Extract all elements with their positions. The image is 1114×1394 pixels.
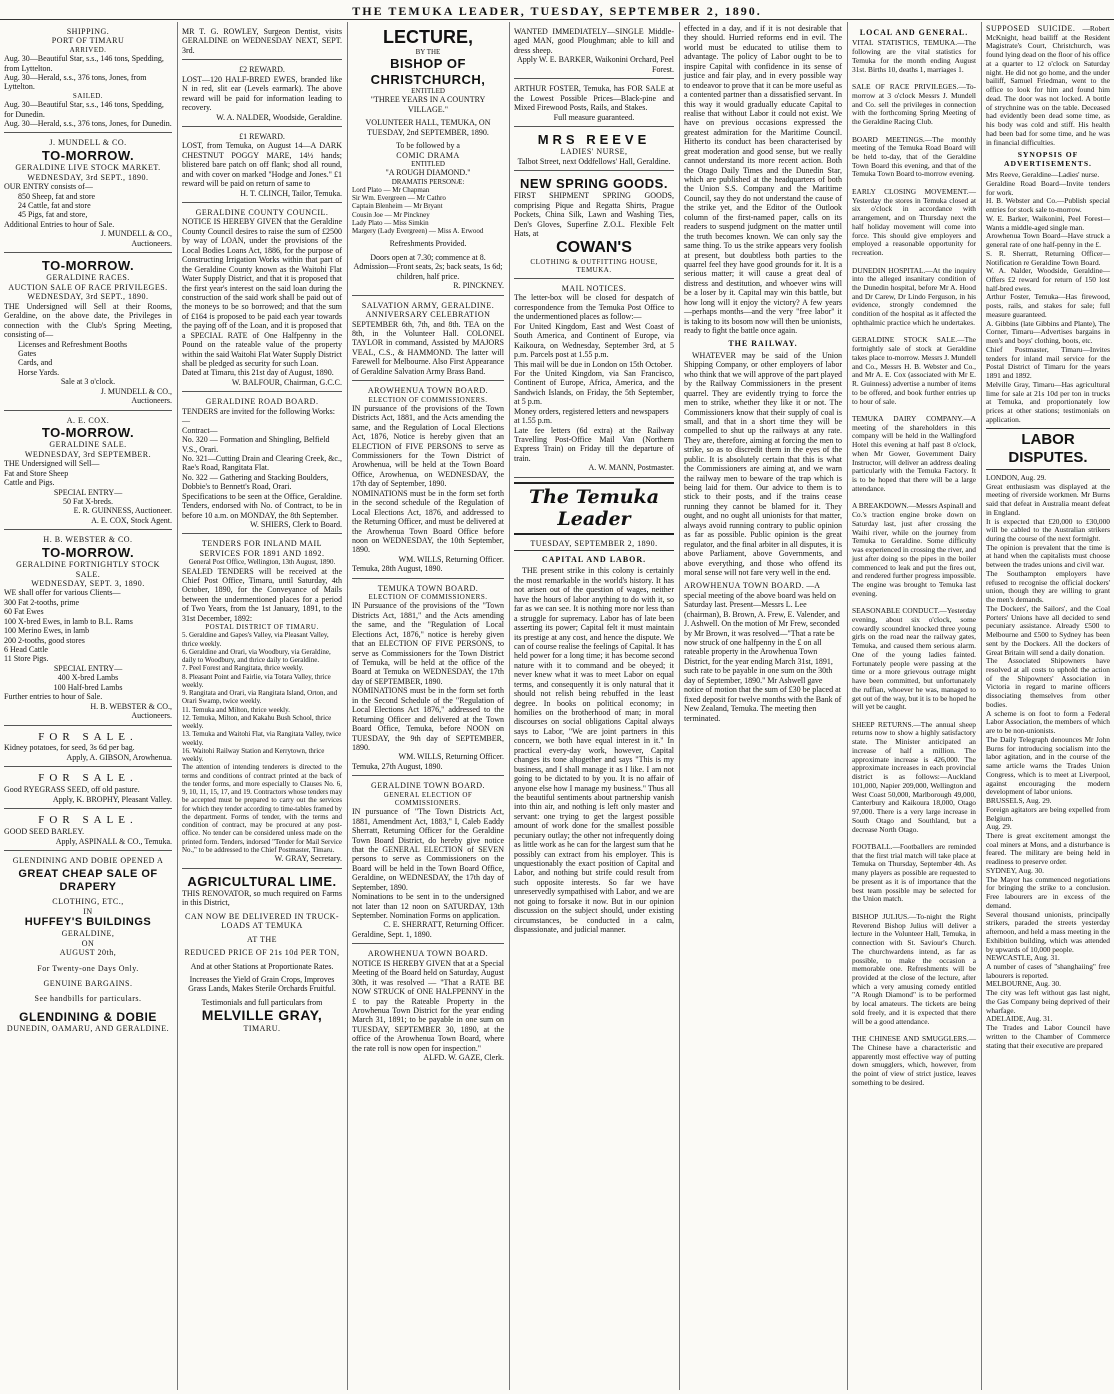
road-title: GERALDINE ROAD BOARD. — [205, 397, 319, 407]
board-body: IN Pursuance of the provisions of the "Town Districts Act, 1881," and the Acts amending the same, and the "Regulation of Local Elections Act, 1876," notice is hereby given that an ELECTION OF FIVE PERSONS, to serve as Commissioners for the Town District of Temuka, will be held at the office of the Board at Temuka on WEDNESDAY, the 17th day of SEPTEMBER, 1890. — [352, 601, 504, 686]
lime-body: THIS RENOVATOR, so much required on Farms in this District, — [182, 888, 342, 908]
sailing-2: Aug. 30—Herald, s.s., 376 tons, Jones, for Dunedin. — [4, 119, 172, 128]
mail-note: The attention of intending tenderers is directed to the terms and conditions of contract printed at the back of the tender forms, and more especially to Clauses No. 6, 9, 10, 11, 15, 17, and 19. Contractors whose tenders may be accepted must be prepared to carry out the services for which they tender according to time-tables framed by the department. Forms of tender, with the terms and condition of contract, may be procured at any post-office. No tender can be considered unless made on the printed form. Tenders, indorsed "Tender for Mail Service No.," to be addressed to the Chief Postmaster, Timaru. — [182, 763, 342, 854]
reeve-name: MRS REEVE — [537, 131, 651, 147]
column-5 — [680, 22, 846, 1390]
mail-uk: For United Kingdom, East and West Coast of South America, and Continent of Europe, via Kaikoura, on Wednesday, September 3rd, at 5 p.m. Parcels post at 1.55 p.m. — [514, 321, 674, 360]
mail-money: Money orders, registered letters and newspapers at 1.55 p.m. — [514, 406, 669, 426]
local-body: VITAL STATISTICS, TEMUKA.—The following are the vital statistics for Temuka for the month ending August 31st. Births 10, deaths 1, marriages 1. SALE OF RACE PRIVILEGES.—To-morrow at 3 o'clock Messrs J. Mundell and Co. sell the privileges in connection with the forthcoming Spring Meeting of the Geraldine Racing Club. BOARD MEETINGS.—The monthly meeting of the Temuka Road Board will be held to-day, that of the Geraldine Town Board this evening, and that of the Temuka Town Board to-morrow evening. EARLY CLOSING MOVEMENT.—Yesterday the stores in Temuka closed at six o'clock in accordance with arrangement, and on Thursday next the half holiday movement will come into force. This should give employers and employed a reasonable opportunity for recreation. DUNEDIN HOSPITAL.—At the inquiry into the alleged insanitary condition of the Dunedin hospital, before Mr A. Hood and Dr Carew, Dr Lindo Ferguson, in his evidence, strongly condemned the condition of the hospital as it affected the ophthalmic practice which he undertakes. GERALDINE STOCK SALE.—The fortnightly sale of stock at Geraldine takes place to-morrow. Messrs J. Mundell and Co., Messrs H. B. Webster and Co., and Mr A. E. Cox (associated with Mr E. R. Guinness) advertise a number of items to be offered, and book further entries up to hour of sale. TEMUKA DAIRY COMPANY.—A meeting of the shareholders in this company will be held in the Wallingford Hotel this evening at half past 8 o'clock, when Mr Gower, Government Dairy Instructor, will deliver an address dealing particularly with the Temuka Factory. It is to be hoped that there will be a large attendance. A BREAKDOWN.—Messrs Aspinall and Co.'s traction engine broke down on Saturday last, just after crossing the Waihi river, while on the journey from Temuka to Geraldine. Some difficulty was experienced in crossing the river, and just after doing so the pipes in the boiler commenced to leak and put the fires out, and rendered further progress impossible. The engine was brought to Temuka last evening. SEASONABLE CONDUCT.—Yesterday evening, about six o'clock, some cowardly scoundrel knocked three young girls on the road near the railway gates, Temuka, and caused them serious alarm. One of the young ladies fainted. Fortunately people were passing at the time or a more grievous outrage might have been committed, but unfortunately the ruffian, whoever he was, managed to get out of the way, but it is to be hoped he will yet be caught. SHEEP RETURNS.—The annual sheep returns now to show a highly satisfactory state. The Minister anticipated an increase of half a million. The approximate increase is 426,000. The approximate increases in each provincial district is as follows:—Auckland 101,000, Napier 209,000, Wellington and West Coast 50,000, Marlborough 49,000, Canterbury and Kaikoura 18,000, Otago 97,000. There is a very large increase in South Otago and Southland, but a decrease North Otago. FOOTBALL.—Footballers are reminded that the first trial match will take place at Temuka on Thursday, September 4th. As many players as possible are requested to be present as it is of importance that the best team possible may be selected for the Union match. BISHOP JULIUS.—To-night the Right Reverend Bishop Julius will deliver a lecture in the Volunteer Hall, Temuka, in connection with St. Saviour's Church. The churchwardens intend, as far as possible, to make the occasion a memorable one. Refreshments will be provided at the close of the lecture, after which a very amusing comedy entitled "A Rough Diamond" is to be performed by local amateurs. The tickets are being sold freely, and it is expected that there will be a good attendance. THE CHINESE AND SMUGGLERS.—The Chinese have a characteristic and apparently most effective way of putting down smugglers, which, however, from the point of view of strict justice, leaves something to be desired. — [852, 38, 976, 1087]
entitled-label: ENTITLED — [411, 160, 445, 169]
firm-name: J. MUNDELL & CO. — [49, 138, 127, 148]
salvation-title: SALVATION ARMY, GERALDINE. — [361, 300, 495, 310]
comic-drama: COMIC DRAMA — [396, 150, 460, 160]
gd-building: HUFFEY'S BUILDINGS — [24, 916, 152, 929]
column-6 — [848, 22, 980, 1390]
drama-title: "A ROUGH DIAMOND." — [385, 168, 471, 178]
lime-other: And at other Stations at Proportionate Rates. — [190, 961, 334, 971]
sale-body: THE Undersigned will Sell— Fat and Store Sheep Cattle and Pigs. — [4, 459, 100, 488]
mail-office: General Post Office, Wellington, 13th August, 1890. — [188, 558, 336, 567]
for-sale-heading: FOR SALE. — [38, 730, 138, 743]
signature: H. B. WEBSTER & CO., Auctioneers. — [90, 701, 172, 721]
council-date: Dated at Timaru, this 21st day of August, 1890. — [182, 368, 334, 378]
signature-role: Auctioneers. — [131, 238, 172, 248]
signature: Apply, ASPINALL & CO., Temuka. — [55, 836, 172, 846]
gd-sub: CLOTHING, ETC., — [52, 897, 124, 907]
shipping-title: SHIPPING. — [66, 27, 110, 36]
lime-benefits: Increases the Yield of Grain Crops, Improves Grass Lands, Makes Sterile Orchards Fruitful. — [188, 975, 336, 994]
gd-signature: GLENDINING & DOBIE — [19, 1009, 157, 1024]
board-title: TEMUKA TOWN BOARD. — [377, 583, 479, 593]
reward-title: £2 REWARD. — [239, 65, 285, 75]
sale-title: GERALDINE FORTNIGHTLY STOCK SALE. — [16, 560, 160, 579]
tomorrow-heading: TO-MORROW. — [41, 147, 135, 163]
reward-ad-1 — [182, 62, 342, 127]
signature: J. MUNDELL & CO., — [100, 386, 172, 396]
lime-at: AT THE — [246, 934, 278, 944]
mail-late: Late fee letters (6d extra) at the Railway Travelling Post-Office Mail Van (Northern Express Train) on Friday till the departure of train. — [514, 425, 674, 463]
refreshments: Refreshments Provided. — [389, 239, 467, 249]
signature: J. MUNDELL & CO., — [100, 229, 172, 239]
masthead: THE TEMUKA LEADER, TUESDAY, SEPTEMBER 2, 1890. — [0, 0, 1114, 20]
mail-body: SEALED TENDERS will be received at the Chief Post Office, Timaru, until Saturday, 4th October, 1890, for the Conveyance of Mails between the undermentioned places for a period of Two Years, from the 1st January, 1891, to the 31st December, 1892: — [182, 566, 342, 623]
anniversary-title: ANNIVERSARY CELEBRATION — [365, 310, 491, 320]
column-2 — [178, 22, 346, 1390]
anniversary-body: SEPTEMBER 6th, 7th, and 8th. TEA on the 8th, in the Volunteer Hall. COLONEL TAYLOR in command, Assisted by MAJORS VEAL, C.S., & HAMMOND. The latter will Farewell for Melbourne. Also First Appearance of Geraldine Salvation Army Brass Band. — [352, 319, 504, 376]
cowans-sub: CLOTHING & OUTFITTING HOUSE, TEMUKA. — [530, 257, 658, 274]
entry-intro: OUR ENTRY consists of— — [4, 182, 93, 192]
tomorrow-heading: TO-MORROW. — [41, 425, 135, 441]
reeve-job: LADIES' NURSE, — [560, 147, 628, 157]
shipping-ad — [4, 24, 172, 133]
firm-name: A. E. COX. — [66, 415, 110, 425]
board-subtitle: ELECTION OF COMMISSIONERS. — [368, 593, 488, 602]
signature: W. SHIERS, Clerk to Board. — [250, 520, 342, 529]
entry-item: 45 Pigs, fat and store, — [18, 210, 88, 220]
cox-ad — [4, 413, 172, 531]
spring-body: FIRST SHIPMENT SPRING GOODS, comprising Pique and Regatta Shirts, Prague Pockets, China Silk, Lawn and Washing Ties, Den's Gloves, Superfine Z.O.L. Flexible Felt Hats, at — [514, 191, 674, 239]
tomorrow-heading: TO-MORROW. — [41, 258, 135, 274]
sale-body: WE shall offer for various Clients— 300 Fat 2-tooths, prime 60 Fat Ewes 100 X-bred Ewes, in lamb to B.L. Rams 100 Merino Ewes, in lamb 200 2-tooths, good stores 6 Head Cattle 11 Store Pigs. — [4, 588, 133, 664]
road-board-ad — [182, 394, 342, 534]
lime-testimonials: Testimonials and full particulars from — [201, 997, 323, 1007]
gd-on: ON — [81, 938, 95, 948]
gd-places: DUNEDIN, OAMARU, AND GERALDINE. — [6, 1024, 170, 1034]
salvation-ad — [352, 298, 504, 382]
signature: A. W. MANN, Postmaster. — [588, 463, 674, 473]
webster-ad — [4, 532, 172, 725]
signature: R. PINCKNEY. — [453, 281, 504, 291]
railway-title: THE RAILWAY. — [728, 339, 798, 349]
races-ad — [4, 255, 172, 410]
lime-town: TIMARU. — [243, 1023, 281, 1033]
lecture-topic: "THREE YEARS IN A COUNTRY VILLAGE." — [370, 95, 486, 114]
by-label: BY THE — [415, 48, 441, 57]
arowhenua-rate-ad — [352, 946, 504, 1066]
paper-title: The Temuka Leader — [514, 482, 674, 535]
road-spec: Specifications to be seen at the Office, Geraldine. Tenders, endorsed with No. of Contract, to be in before 10 a.m. on MONDAY, the 8th September. — [182, 491, 342, 520]
tomorrow-heading: TO-MORROW. — [41, 544, 135, 560]
for-sale-body: Good RYEGRASS SEED, off old pasture. — [4, 785, 140, 795]
council-body: NOTICE IS HEREBY GIVEN that the Geraldine County Council desires to raise the sum of £2500 by way of LOAN, under the provisions of the Local Bodies Loans Act, 1886, for the purpose of Constructing Irrigation Works within that part of the Geraldine County known as the Waitohi Flat Water Supply District, and that it is proposed that the first year's interest on the said loan during the construction of the said work shall be paid out of the moneys to be so borrowed; and that the sum of £164 is proposed to be paid each year towards the paying off of the Loan, and it is proposed that a SPECIAL RATE of One Halfpenny in the Pound on the rateable value of the property within the said Waitohi Flat Water Supply District shall be pledged as security for such Loan. — [182, 217, 342, 368]
market-date: WEDNESDAY, 3rd SEPT., 1890. — [27, 172, 149, 182]
gd-big: GREAT CHEAP SALE OF DRAPERY — [18, 868, 158, 894]
editorial-continued: effected in a day, and if it is not desirable that they should. Hurried reforms end in evil. The world must be educated to utilise them to advantage. The policy of Labor ought to be to inspire Capital with confidence in its sense of justice and fair play, and in every possible way to endeavor to prove that it can be more useful as a contented partner than a dissatisfied servant. In this way it would gradually educate Capital to realise that without Labor it could not exist. We have on previous occasions expressed the greatest admiration for the Maritime Council. Hitherto its conduct has been characterised by great moderation and good sense, but we really cannot understand its more recent action. Both the Otago Daily Times and the Dunedin Star, which are published at the headquarters of both the Union S.S. Company and the Maritime Council, say they do not understand the cause of the strike yet, and the Editor of the Outlook column of the first-named paper, calls on its readers to suspend judgment on the matter until the truth becomes known. We can only say the same thing. To us the strike appears very foolish at present, but doubtless both parties to the quarrel feel they have good grounds for it. It is a serious matter; it will cause a great deal of distress and destitution, and whoever wins will be a loser by it. Capital may win this battle, but how long will it enjoy the victory? A few years—perhaps months—and the very "free labor" it is taking to its bosom now will then be unionists, ready to fight the battle once again. — [684, 24, 842, 335]
arrived-label: ARRIVED. — [69, 45, 107, 54]
gd-days: For Twenty-one Days Only. — [37, 963, 139, 973]
mail-body: The letter-box will be closed for despatch of correspondence from the Temuka Post Office to the undermentioned places as follow:— — [514, 293, 674, 322]
foster-note: Full measure guaranteed. — [553, 112, 635, 122]
sailed-label: SAILED. — [72, 91, 104, 100]
for-sale-heading: FOR SALE. — [38, 772, 138, 785]
sale-date: WEDNESDAY, SEPT. 3, 1890. — [31, 578, 145, 588]
races-title: GERALDINE RACES. — [46, 273, 130, 283]
race-time: Sale at 3 o'clock. — [60, 377, 116, 387]
race-body: THE Undersigned will Sell at their Rooms, Geraldine, on the above date, the Privileges in connection with the Club's Spring Meeting, consisting of— — [4, 301, 172, 340]
dentist-ad: MR T. G. ROWLEY, Surgeon Dentist, visits GERALDINE on WEDNESDAY NEXT, SEPT. 3rd. — [182, 24, 342, 60]
suicide-title: SUPPOSED SUICIDE. — [986, 24, 1076, 33]
reward-body: LOST—120 HALF-BRED EWES, branded like N in red, slit ear (Levels earmark). The above reward will be paid for information leading to recovery. — [182, 74, 342, 113]
board-body: NOTICE IS HEREBY GIVEN that at a Special Meeting of the Board held on Saturday, August 30th, it was resolved — "That a RATE BE NOW STRUCK of ONE HALFPENNY in the £ to pay the Rateable Property in the Arowhenua Town District for the year ending March 31, 1891; to be payable in one sum on TUESDAY, SEPTEMBER 30, 1890, at the office of the Arowhenua Town Board, where the rate roll is now open for inspection." — [352, 958, 504, 1053]
gd-town: GERALDINE, — [61, 929, 115, 939]
road-items: Contract— No. 320 — Formation and Shingling, Belfield V.S., Orari. No. 321—Cutting Drain and Clearing Creek, &c., Rae's Road, Rangitata Flat. No. 322 — Gathering and Stacking Boulders, Dobbie's to Bennett's Road, Orari. — [182, 425, 342, 492]
board-date: Temuka, 27th August, 1890. — [352, 761, 443, 771]
firm-name: H. B. WEBSTER & CO. — [43, 535, 133, 545]
cast-list: Lord Plato — Mr Chapman Sir Wm. Evergreen — Mr Cathro Captain Blenheim — Mr Bryant Cousin Joe — Mr Pinckney Lady Plato — Miss Simkin Margery (Lady Evergreen) — Miss A. Erwood — [352, 185, 484, 236]
mail-items: 5. Geraldine and Gapes's Valley, via Pleasant Valley, thrice weekly. 6. Geraldine and Orari, via Woodbury, via Geraldine, daily to Woodbury, and thrice daily to Geraldine. 7. Peel Forest and Rangitata, thrice weekly. 8. Pleasant Point and Fairlie, via Totara Valley, thrice weekly. 9. Rangitata and Orari, via Rangitata Island, Orton, and Orari Swamp, twice weekly. 11. Temuka and Milton, thrice weekly. 12. Temuka, Milton, and Kakahu Bush School, thrice weekly. 13. Temuka and Waitohi Flat, via Rangitata Valley, twice weekly. 16. Waitohi Railway Station and Kerrytown, thrice weekly. — [182, 631, 342, 764]
arowhenua-election-ad — [352, 383, 504, 579]
wanted-body: WANTED IMMEDIATELY—SINGLE Middle-aged MAN, good Ploughman; able to kill and dress sheep. — [514, 27, 674, 55]
board-title: GERALDINE TOWN BOARD. — [371, 781, 485, 791]
board-date: Temuka, 28th August, 1890. — [352, 564, 443, 574]
paper-date: TUESDAY, SEPTEMBER 2, 1890. — [514, 539, 674, 551]
mail-london: This mail will be due in London on 15th October. — [514, 359, 673, 369]
labor-disputes-body: LONDON, Aug. 29. Great enthusiasm was displayed at the meeting of riverside workmen. Mr Burns said that defeat in Australia meant defeat in England. It is expected that £20,000 to £30,000 will be cabled to the Australian strikers during the course of the next fortnight. The opinion is prevalent that the time is at hand when the capitalists must choose between the trades unions and civil war. The Southampton employers have refused to recognise the official dockers' union, though they are willing to grant the men's demands. The Dockers', the Sailors', and the Coal Porters' Unions have all decided to send pecuniary assistance. Already £500 to Melbourne and £500 to Sydney has been sent by the Dockers. All the dockers of Great Britain will send a daily donation. The Associated Shipowners have resolved at all costs to uphold the action of the Shipowners' Association in Victoria in regard to marine officers dissociating themselves from other bodies. A scheme is on foot to form a Federal Labor Association, the members of which are to be non-unionists. The Daily Telegraph denounces Mr John Burns for introducing socialism into the labor agitation, and in the course of the same article warns the Trades Union Congress, which is to meet at Liverpool, against encouraging the modern development of labor unions. BRUSSELS, Aug. 29. Foreign agitators are being expelled from Belgium. Aug. 29. There is great excitement amongst the coal miners at Mons, and a disturbance is feared. The military are being held in readiness to preserve order. SYDNEY, Aug. 30. The Mayor has commenced negotiations for bringing the strike to a conclusion. Free labourers are in excess of the demand. Several thousand unionists, principally strikers, paraded the streets yesterday afternoon, and held a mass meeting in the Exhibition building, which was attended by upwards of 10,000 people. NEWCASTLE, Aug. 31. A number of cases of "shanghaiing" free labourers is reported. MELBOURNE, Aug. 30. The city was left without gas last night, the Gas Company being deprived of their wharfage. ADELAIDE, Aug. 31. The Trades and Labor Council have written to the Chamber of Commerce stating that their executive are prepared — [986, 472, 1110, 1050]
county-council-ad — [182, 205, 342, 392]
for-sale-ad-2 — [4, 769, 172, 809]
admission: Admission—Front seats, 2s; back seats, 1s 6d; children, half price. — [353, 262, 503, 281]
for-sale-ad-1 — [4, 728, 172, 768]
mail-title: MAIL NOTICES. — [561, 284, 627, 294]
lecture-title: LECTURE, — [383, 27, 473, 47]
column-7 — [982, 22, 1114, 1390]
board-subtitle: ELECTION OF COMMISSIONERS. — [368, 395, 488, 404]
arrival-2: Aug. 30—Herald, s.s., 376 tons, Jones, from Lyttelton. — [4, 73, 147, 92]
gd-open: GLENDINING AND DOBIE OPENED A — [12, 856, 164, 866]
doors: Doors open at 7.30; commence at 8. — [370, 252, 486, 262]
gd-bargains: GENUINE BARGAINS. — [43, 979, 133, 988]
board-body: IN pursuance of the provisions of the Town Districts Act, 1881, and the Acts amending the same, and the Regulation of Local Elections Act, 1876, Notice is hereby given that an ELECTION of FIVE PERSONS to serve as Commissioners for the Town District of Arowhenua, will be held at the Town Board Office, Arowhenua, on WEDNESDAY, the 17th day of September, 1890. — [352, 403, 504, 489]
reward-ad-2 — [182, 129, 342, 203]
board-subtitle: GENERAL ELECTION OF COMMISSIONERS. — [383, 790, 473, 807]
board-body: IN pursuance of "The Town Districts Act, 1881, Amendment Act, 1883," I, Caleb Eaddy Sherratt, Returning Officer for the Geraldine Town Board District, do hereby give notice that the GENERAL ELECTION of SEVEN persons to serve as Commissioners on the Board will be held in the Town Board Office, Geraldine, on WEDNESDAY, the 17th day of September, 1890. — [352, 807, 504, 892]
reeve-address: Talbot Street, next Oddfellows' Hall, Geraldine. — [517, 156, 671, 166]
for-sale-ad-3 — [4, 811, 172, 851]
signature: W. BALFOUR, Chairman, G.C.C. — [231, 377, 342, 387]
mail-notices — [514, 281, 674, 478]
reeve-ad — [514, 129, 674, 171]
gd-bills: See handbills for particulars. — [34, 994, 142, 1004]
railway-body: WHATEVER may be said of the Union Shipping Company, or other employers of labor who think that we will approve of the part played by the Railway Commissioners in the present quarrel. They are evidently trying to force the men to strike, whether they like it or not. The Commissioners know that their supply of coal is small, and that in a short time they will be compelled to shut up the railways at any rate. They are, therefore, aiming at forcing the men to strike, so as to discredit them in the eyes of the public. It is absolutely certain that this is what the Commissioners are aiming at, and we warn the railway men to beware of the trap which is being laid for them. Our advice to them is to stick to their posts, and if the trains cease running they cannot be blamed for it. They ought, and no ought all unionists for that matter, always avoid running contrary to public opinion as far as possible. Public opinion is the great regulator, and the final arbiter in all disputes, it is above Parliament, above Governments, and above everything, and those who offend its moral sense will not fare very well in the end. — [684, 350, 842, 577]
mail-district: POSTAL DISTRICT OF TIMARU. — [205, 623, 319, 632]
arrival-1: Aug. 30—Beautiful Star, s.s., 146 tons, Spedding, from Lyttelton. — [4, 54, 164, 73]
gd-date: AUGUST 20th, — [59, 948, 117, 958]
market-title: GERALDINE LIVE STOCK MARKET. — [15, 163, 161, 173]
signature: C. E. SHERRATT, Returning Officer. — [383, 920, 504, 930]
temuka-election-ad — [352, 581, 504, 777]
foster-body: ARTHUR FOSTER, Temuka, has FOR SALE at the Lowest Possible Prices—Black-pine and Mixed Firewood Posts, Rails, and Stakes. — [514, 84, 674, 113]
lime-price: REDUCED PRICE OF 21s 10d PER TON, — [184, 948, 340, 958]
race-sale-title: AUCTION SALE OF RACE PRIVILEGES. — [8, 282, 168, 292]
signature: ALFD. W. GAZE, Clerk. — [423, 1053, 504, 1063]
cowans-name: COWAN'S — [556, 238, 632, 256]
signature: Apply, K. BROPHY, Pleasant Valley. — [52, 794, 172, 804]
signature: E. R. GUINNESS, Auctioneer. A. E. COX, Stock Agent. — [73, 506, 172, 525]
arowhenua-report-body: —A special meeting of the above board was held on Saturday last. Present—Messrs L. Lee (chairman), B. Brown, A. Frew, E. Valender, and J. Ashwell. On the motion of Mr Frew, seconded by Mr Brown, it was resolved—"That a rate be now struck of one halfpenny in the £ on all rateable property in the Arowhenua Town District, for the year ending March 31st, 1891, such rate to be payable in one sum on the 30th day of September, 1890." Mr Ashwell gave notice of motion that the sum of £30 be placed at fixed deposit for twelve months with the Bank of New Zealand, Temuka. The meeting then terminated. — [684, 581, 842, 723]
synopsis-body: Mrs Reeve, Geraldine—Ladies' nurse. Geraldine Road Board—Invite tenders for work. H. B. Webster and Co.—Publish special entries for stock sale to-morrow. W. E. Barker, Waikonini, Peel Forest—Wants a middle-aged single man. Arowhenua Town Board—Have struck a general rate of one half-penny in the £. S. R. Sherratt, Returning Officer—Notification re Geraldine Town Board. W. A. Nalder, Woodside, Geraldine—Offers £2 reward for return of 150 lost half-bred ewes. Arthur Foster, Temuka—Has firewood, posts, rails, and stakes for sale; full measure guaranteed. A. Gibbins (late Gibbins and Plante), The Corner, Timaru—Advertises bargains in men's and boys' clothing, boots, etc. Chief Postmaster, Timaru—Invites tenders for inland mail service for the Postal District of Timaru for the years 1891 and 1892. Melville Gray, Timaru—Has agricultural lime for sale at 21s 10d per ton in trucks at Temuka, and proportionately low prices at other stations; testimonials on application. — [986, 170, 1110, 424]
gd-in: IN — [83, 906, 93, 916]
signature: W. GRAY, Secretary. — [274, 854, 342, 864]
signature-role: Auctioneers. — [131, 396, 172, 406]
port: PORT OF TIMARU — [51, 36, 125, 46]
labor-disputes-title: LABOR DISPUTES. — [986, 428, 1110, 469]
sale-entry: SPECIAL ENTRY— 50 Fat X-breds. — [53, 487, 123, 506]
board-nominations: NOMINATIONS must be in the form set forth in the second schedule of the Regulation of Local Elections Act, 1876, and addressed to the Returning Officer, and must be delivered at the Arowhenua Town Board Office before noon on WEDNESDAY, the 10th September, 1890. — [352, 488, 504, 555]
sale-title: GERALDINE SALE. — [49, 440, 127, 450]
entry-item: 24 Cattle, fat and store — [18, 200, 91, 210]
signature: H. T. CLINCH, Tailor, Temuka. — [240, 188, 342, 198]
foster-ad — [514, 81, 674, 127]
bishop-title: BISHOP OF CHRISTCHURCH, — [370, 56, 486, 87]
board-title: AROWHENUA TOWN BOARD. — [367, 386, 489, 396]
sale-date: WEDNESDAY, 3rd SEPTEMBER. — [24, 449, 152, 459]
board-nominations: NOMINATIONS must be in the form set forth in the Second Schedule of the "Regulation of Local Elections Act 1876," addressed to the Returning Officer and delivered at the Town Board Office, Temuka, before NOON on TUESDAY, the 9th day of SEPTEMBER, 1890. — [352, 686, 504, 752]
arowhenua-report-title: AROWHENUA TOWN BOARD. — [684, 581, 805, 591]
local-title: LOCAL AND GENERAL. — [859, 28, 969, 37]
entry-note: Additional Entries to hour of Sale. — [4, 219, 115, 229]
board-nominations: Nominations to be sent in to the undersigned not later than 12 noon on SATURDAY, 13th September. Nomination Forms on application. — [352, 892, 504, 921]
column-4 — [510, 22, 678, 1390]
entitled-label: ENTITLED — [411, 87, 445, 96]
council-title: GERALDINE COUNTY COUNCIL. — [195, 208, 329, 217]
column-1 — [0, 22, 176, 1390]
mail-tender-title: TENDERS FOR INLAND MAIL SERVICES FOR 1891 AND 1892. — [199, 539, 325, 558]
followed-label: To be followed by a — [396, 141, 460, 151]
spring-title: NEW SPRING GOODS. — [520, 176, 668, 192]
sailing-1: Aug. 30—Beautiful Star, s.s., 146 tons, Spedding, for Dunedin. — [4, 100, 164, 119]
board-title: AROWHENUA TOWN BOARD. — [367, 949, 489, 959]
editorial-body: THE present strike in this colony is certainly the most remarkable in the world's history. It has not arisen out of the question of wages, neither have the hours of labor anything to do with it, so far as we can see. It is nothing more nor less than a struggle for supremacy. Labor has of late been asserting its power; Capital felt it must maintain its prestige at any cost, and hence the dispute. We can of course realise the feelings of Capital. It has held power for a long time; it has become second nature with it to command and be obeyed; it never knew what it was to meet Labor on equal terms, and consequently it is only natural that it should not relish being rebuffed in the least degree. In books on political economy; in homilies on the brotherhood of man; in moral discourses on social obligations Capital always says to Labor, "We are joint partners in this concern, we both have equal interest in it." In practical every-day work, however, Capital changes its tone altogether and says "This is my business, and I shall manage it as I like. I am not going to be dictated to by you. It is no affair of anyone else how I manage my business." Thus all the beautiful sentiments about partnership vanish into thin air, and nothing is left only master and servant: one trying to get the largest possible amount of work done for the smallest possible pecuniary outlay; the other not infrequently doing as little work as he can for the largest sum that he possibly can extract from his employer. This is unquestionably the exact position of Capital and Labor, and nothing but strife could result from such opposite interests. So far we have unreservedly sympathised with Labor, and we are not going to forsake it now. But in our opinion discussion on the subject should, under existing circumstances, be conducted in a calm, dispassionate, and judicial manner. — [514, 566, 674, 935]
reward-title: £1 REWARD. — [239, 131, 285, 141]
signature: WM. WILLS, Returning Officer. — [398, 554, 504, 564]
for-sale-body: Kidney potatoes, for seed, 3s 6d per bag. — [4, 743, 135, 753]
lime-signature: MELVILLE GRAY, — [201, 1007, 323, 1024]
mail-sf: For the United Kingdom, via San Francisco, Continent of Europe, Africa, America, and the Sandwich Islands, on Friday, the 5th September, at 5 p.m. — [514, 368, 674, 407]
wanted-ad — [514, 24, 674, 79]
road-body: TENDERS are invited for the following Works:— — [182, 406, 335, 426]
signature: Apply W. E. BARKER, Waikonini Orchard, Peel Forest. — [517, 55, 674, 74]
for-sale-body: GOOD SEED BARLEY. — [4, 827, 85, 837]
lime-ad — [182, 871, 342, 1038]
column-3 — [348, 22, 508, 1390]
for-sale-heading: FOR SALE. — [38, 814, 138, 827]
mundell-market-ad — [4, 135, 172, 253]
mail-tender-ad — [182, 536, 342, 868]
personae-label: DRAMATIS PERSONÆ: — [391, 177, 465, 186]
sale-note: Further entries to hour of Sale. — [4, 692, 103, 702]
reward-body: LOST, from Temuka, on August 14—A DARK CHESTNUT POGGY MARE, 14½ hands; blistered bare patch on off flank; shod all round, and with cover on marked "Hodge and Jones." £1 reward will be paid on return of same to — [182, 141, 342, 189]
suicide-body: —Robert McKnight, head bailiff at the Resident Magistrate's Court, Christchurch, was found lying dead on the floor of his office at a quarter to 12 o'clock on Saturday night. He did not go home, and the under bailiff, Samuel Friedman, went to the office to look for him and found him dead. The door was not locked. A bottle of strychnine was on the table. Deceased had evidently been dead some time, as his body was cold and stiff. His health had been bad for some time, and he was in financial difficulties. — [986, 24, 1110, 147]
race-items: Licenses and Refreshment Booths Gates Cards, and Horse Yards. — [18, 339, 128, 377]
lime-title: AGRICULTURAL LIME. — [187, 873, 337, 889]
signature: WM. WILLS, Returning Officer. — [398, 752, 504, 762]
signature: W. A. NALDER, Woodside, Geraldine. — [216, 112, 342, 122]
lime-can: CAN NOW BE DELIVERED IN TRUCK-LOADS AT TEMUKA — [184, 911, 340, 931]
race-date: WEDNESDAY, 3rd SEPT., 1890. — [27, 292, 149, 302]
cowans-ad — [514, 173, 674, 279]
board-date: Geraldine, Sept. 1, 1890. — [352, 929, 432, 939]
geraldine-election-ad — [352, 778, 504, 944]
lecture-ad — [352, 24, 504, 296]
venue: VOLUNTEER HALL, TEMUKA, ON TUESDAY, 2nd SEPTEMBER, 1890. — [365, 118, 491, 137]
entry-item: 850 Sheep, fat and store — [18, 191, 96, 201]
glendining-ad — [4, 853, 172, 1037]
editorial-title: CAPITAL AND LABOR. — [541, 555, 647, 565]
sale-entry: SPECIAL ENTRY— 400 X-bred Lambs 100 Half-bred Lambs — [53, 663, 123, 692]
signature: Apply, A. GIBSON, Arowhenua. — [66, 752, 172, 762]
synopsis-title: SYNOPSIS OF ADVERTISEMENTS. — [1004, 150, 1092, 169]
